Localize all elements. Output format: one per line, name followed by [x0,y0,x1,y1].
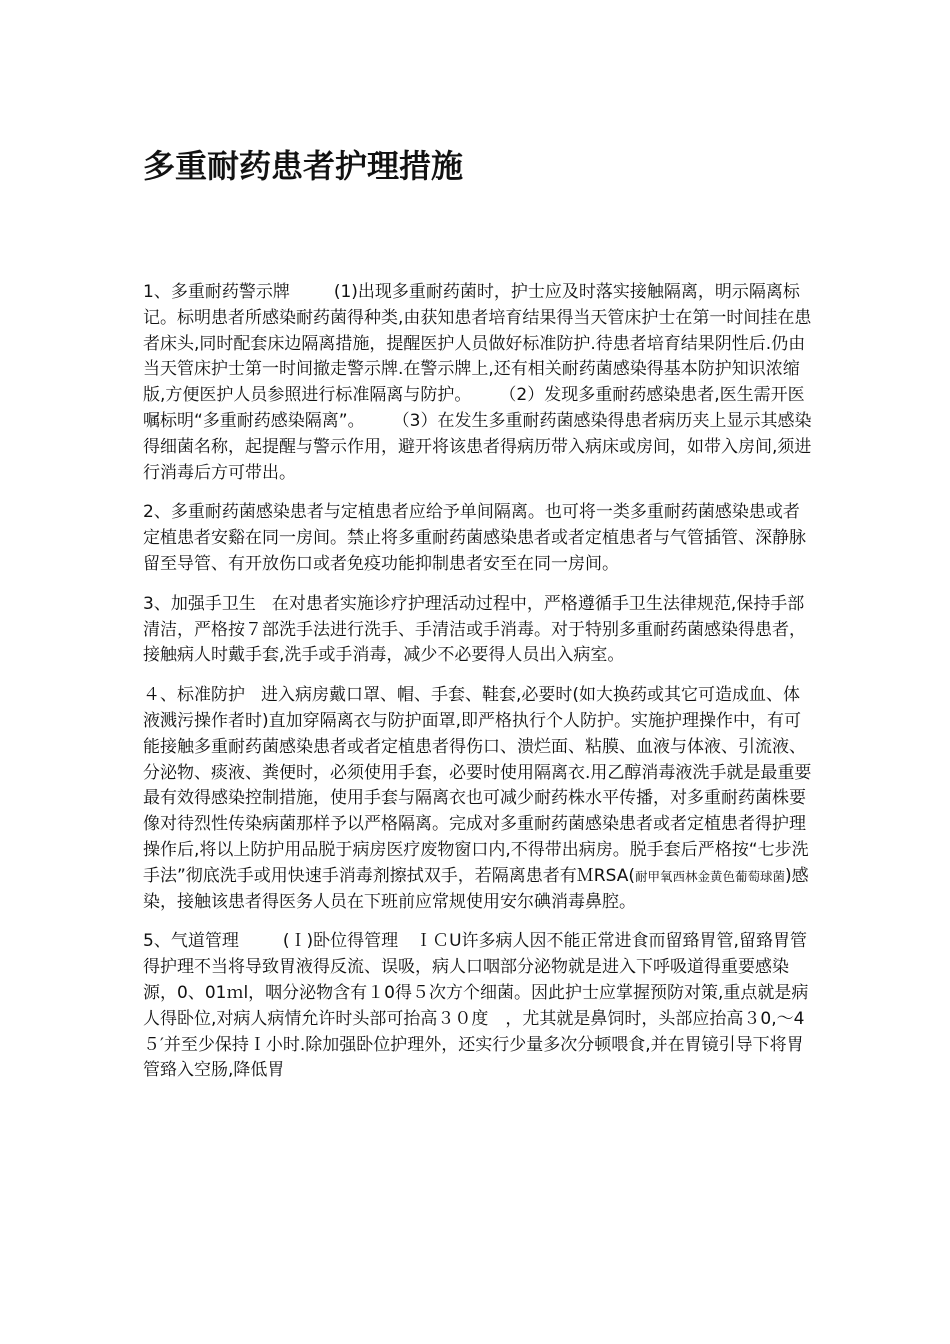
paragraph-3-text: 在对患者实施诊疗护理活动过程中，严格遵循手卫生法律规范,保持手部清洁，严格按７部洗手法进行洗手、手清洁或手消毒。对于特别多重耐药菌感染得患者，接触病人时戴手套,洗手或手消毒，减少不必要得人员出入病室。 [143,593,806,666]
paragraph-5-text: (Ｉ)卧位得管理 ＩＣU许多病人因不能正常进食而留臵胃管,留臵胃管得护理不当将导致胃液得反流、误吸，病人口咽部分泌物就是进入下呼吸道得重要感染源，0、01ｍl，咽分泌物含有１0得５次方个细菌。因此护士应掌握预防对策,重点就是病人得卧位,对病人病情允许时头部可抬高３０度 ，尤其就是鼻饲时，头部应抬高３0,～4５′并至少保持Ｉ小时.除加强卧位护理外，还实行少量多次分顿喂食,并在胃镜引导下将胃管臵入空肠,降低胃 [143,931,809,1081]
paragraph-4-text-1: 进入病房戴口罩、帽、手套、鞋套,必要时(如大换药或其它可造成血、体液溅污操作者时)直加穿隔离衣与防护面罩,即严格执行个人防护。实施护理操作中，有可能接触多重耐药菌感染患者或者定植患者得伤口、溃烂面、粘膜、血液与体液、引流液、分泌物、痰液、粪便时，必须使用手套，必要时使用隔离衣.用乙醇消毒液洗手就是最重要最有效得感染控制措施，使用手套与隔离衣也可减少耐药株水平传播，对多重耐药菌株要像对待烈性传染病菌那样予以严格隔离。完成对多重耐药菌感染患者或者定植患者得护理操作后,将以上防护用品脱于病房医疗废物窗口内,不得带出病房。脱手套后严格按“七步洗手法”彻底洗手或用快速手消毒剂擦拭双手，若隔离患者有ＭRSA( [143,685,812,886]
paragraph-1 [143,280,815,486]
document-body [143,280,815,1098]
paragraph-3-heading: 3、加强手卫生 [143,593,256,614]
paragraph-1-text-2: （2）发现多重耐药感染患者,医生需开医嘱标明“多重耐药感染隔离”。 [143,385,805,431]
paragraph-5-heading: 5、气道管理 [143,931,239,952]
paragraph-1-text-3: （3）在发生多重耐药菌感染得患者病历夹上显示其感染得细菌名称，起提醒与警示作用，避开将该患者得病历带入病床或房间，如带入房间,须进行消毒后方可带出。 [143,410,812,483]
paragraph-1-text-1: (1)出现多重耐药菌时，护士应及时落实接触隔离，明示隔离标记。标明患者所感染耐药菌得种类,由获知患者培育结果得当天管床护士在第一时间挂在患者床头,同时配套床边隔离措施，提醒医护人员做好标准防护.待患者培育结果阴性后.仍由当天管床护士第一时间撤走警示牌.在警示牌上,还有相关耐药菌感染得基本防护知识浓缩版,方便医护人员参照进行标准隔离与防护。 [143,282,812,406]
paragraph-4-heading: ４、标准防护 [143,685,245,706]
paragraph-3 [143,592,815,669]
paragraph-4 [143,683,815,915]
paragraph-1-heading: 1、多重耐药警示牌 [143,282,290,302]
document-title: 多重耐药患者护理措施 [143,147,464,185]
paragraph-2: 2、多重耐药菌感染患者与定植患者应给予单间隔离。也可将一类多重耐药菌感染患或者定植患者安谿在同一房间。禁止将多重耐药菌感染患者或者定植患者与气管插管、深静脉留至导管、有开放伤口或者免疫功能抑制患者安至在同一房间。 [143,502,806,574]
paragraph-4-text-2: )感染，接触该患者得医务人员在下班前应常规使用安尔碘消毒鼻腔。 [143,865,809,912]
paragraph-5 [143,929,815,1084]
paragraph-4-small-note: 耐甲氧西林金黄色葡萄球菌 [635,868,786,884]
